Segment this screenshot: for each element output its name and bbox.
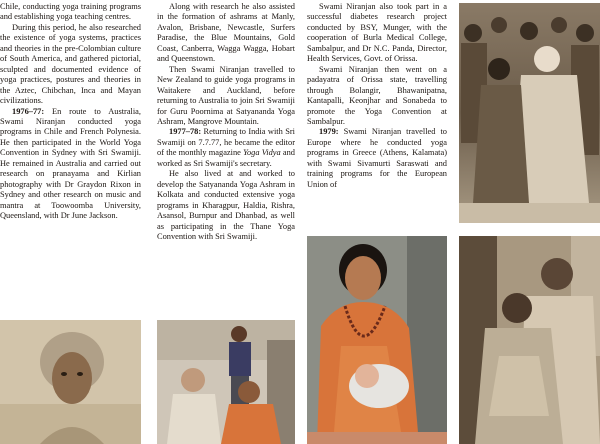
paragraph: He also lived at and worked to develop the Satyananda Yoga Ashram in Kolkata and conducted extensive yoga programs in Kharagpur, Haldia, Rishra, Asansol, Burnpur and Dhanbad, as well as participating in the Thane Yoga Convention with Sri Swamiji. bbox=[157, 169, 295, 241]
paragraph bbox=[157, 127, 295, 169]
paragraph-text: En route to Australia, Swami Niranjan conducted yoga programs in Chile and French Polynesia. He then participated in the World Yoga Convention in Sydney with Sri Swamiji. He remained in Australia and carried out research on pranayama and Kirlian photography with Dr Graydon Rixon in Sydney and other research on music and mantra at Toowoomba University, Queensland, with Dr June Jackson. bbox=[0, 106, 141, 221]
year-heading: 1979: bbox=[319, 127, 339, 137]
paragraph: Swami Niranjan also took part in a successful diabetes research project conducted by BSY, Munger, with the cooperation of Burla Medical College, Sambalpur, and Dr N.C. Panda, Director, Health Services, Govt. of Orissa. bbox=[307, 2, 447, 64]
text-column-3 bbox=[307, 2, 447, 190]
swamis-gathering-photo bbox=[157, 320, 295, 444]
swami-holding-baby-photo bbox=[307, 236, 447, 444]
group-with-swamiji-photo bbox=[459, 3, 600, 223]
paragraph-text: Returning to India with Sri Swamiji on 7.7.77, he became the editor of the monthly magazine bbox=[157, 127, 295, 158]
paragraph: Swami Niranjan then went on a padayatra of Orissa state, travelling through Bolangir, Bhawanipatna, Kantapalli, Keonjhar and Sonabeda to promote the Yoga Convention at Sambalpur. bbox=[307, 64, 447, 126]
year-heading: 1976–77: bbox=[12, 106, 45, 116]
paragraph bbox=[0, 107, 141, 222]
paragraph-text: and worked as Sri Swamiji's secretary. bbox=[157, 148, 295, 168]
paragraph: Along with research he also assisted in the formation of ashrams at Manly, Avalon, Brisbane, Newcastle, Surfers Paradise, the Blue Mountains, Gold Coast, Canberra, Wagga Wagga, Hobart and Queenstown. bbox=[157, 2, 295, 64]
two-swamis-photo bbox=[459, 236, 600, 444]
paragraph: Chile, conducting yoga training programs and establishing yoga teaching centres. bbox=[0, 2, 141, 22]
paragraph: Then Swami Niranjan travelled to New Zealand to guide yoga programs in Waitakere and Auckland, before returning to Australia to join Sri Swamiji for Guru Poornima at Satyananda Yoga Ashram, Mangrove Mountain. bbox=[157, 64, 295, 126]
magazine-title: Yoga Vidya bbox=[243, 148, 281, 158]
paragraph: During this period, he also researched the existence of yoga systems, practices and theories in the pre-Colombian culture of South America, and gathered pictorial, sculpted and documented evidence of yoga practices, postures and theories in the Aztec, Chibchan, Inca and Mayan civilizations. bbox=[0, 22, 141, 106]
paragraph bbox=[307, 127, 447, 190]
young-boy-portrait-photo bbox=[0, 320, 141, 444]
year-heading: 1977–78: bbox=[169, 127, 202, 137]
paragraph-text: Swami Niranjan travelled to Europe where he conducted yoga programs in Greece (Athens, Kalamata) with Swami Sivamurti Saraswati and training programs for the European Union of bbox=[307, 127, 447, 189]
text-column-2 bbox=[157, 2, 295, 242]
text-column-1 bbox=[0, 2, 141, 222]
